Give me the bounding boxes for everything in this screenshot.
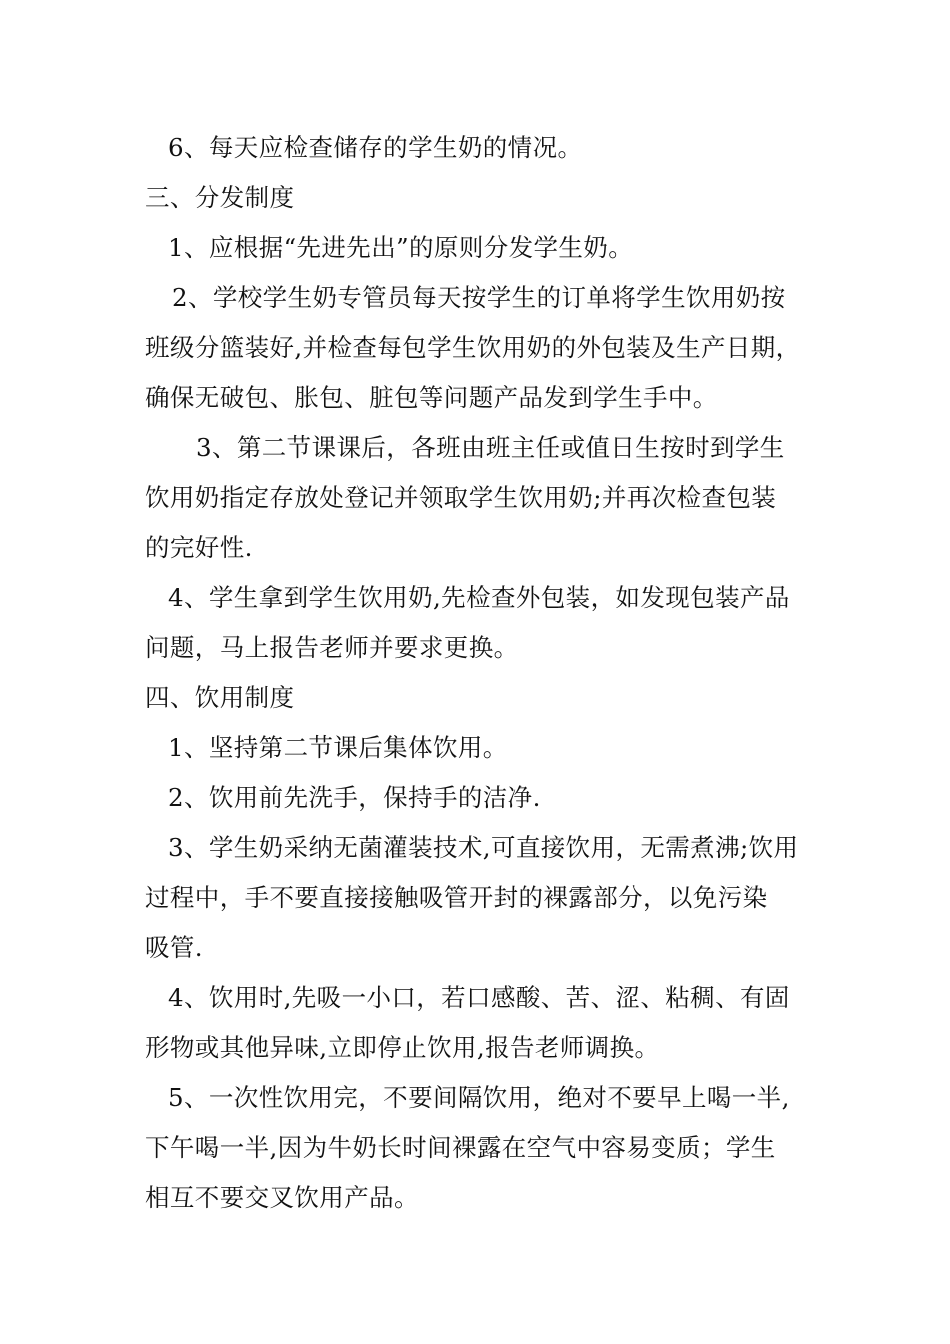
paragraph-line-distribution-4b: 问题，马上报告老师并要求更换。 <box>145 633 519 662</box>
paragraph-line-drinking-2: 2、饮用前先洗手，保持手的洁净. <box>168 783 541 812</box>
paragraph-line-drinking-3c: 吸管. <box>145 933 203 962</box>
paragraph-line-distribution-2a: 2、学校学生奶专管员每天按学生的订单将学生饮用奶按 <box>172 283 786 312</box>
paragraph-line-drinking-3b: 过程中，手不要直接接触吸管开封的裸露部分，以免污染 <box>145 883 768 912</box>
paragraph-line-distribution-4a: 4、学生拿到学生饮用奶,先检查外包装，如发现包装产品 <box>168 583 790 612</box>
paragraph-line-item-6: 6、每天应检查储存的学生奶的情况。 <box>168 133 583 162</box>
paragraph-line-distribution-3c: 的完好性. <box>145 533 253 562</box>
paragraph-line-drinking-4b: 形物或其他异味,立即停止饮用,报告老师调换。 <box>145 1033 660 1062</box>
paragraph-line-drinking-1: 1、坚持第二节课后集体饮用。 <box>168 733 508 762</box>
paragraph-line-distribution-1: 1、应根据“先进先出”的原则分发学生奶。 <box>168 233 634 262</box>
paragraph-line-distribution-2c: 确保无破包、胀包、脏包等问题产品发到学生手中。 <box>145 383 718 412</box>
paragraph-line-drinking-5c: 相互不要交叉饮用产品。 <box>145 1183 419 1212</box>
paragraph-line-drinking-5a: 5、一次性饮用完，不要间隔饮用，绝对不要早上喝一半, <box>168 1083 790 1112</box>
paragraph-line-distribution-2b: 班级分篮装好,并检查每包学生饮用奶的外包装及生产日期， <box>145 333 801 362</box>
paragraph-line-distribution-3a: 3、第二节课课后，各班由班主任或值日生按时到学生 <box>196 433 785 462</box>
paragraph-line-drinking-3a: 3、学生奶采纳无菌灌装技术,可直接饮用，无需煮沸;饮用 <box>168 833 799 862</box>
section-heading-distribution: 三、分发制度 <box>145 183 295 212</box>
paragraph-line-drinking-4a: 4、饮用时,先吸一小口，若口感酸、苦、涩、粘稠、有固 <box>168 983 790 1012</box>
paragraph-line-drinking-5b: 下午喝一半,因为牛奶长时间裸露在空气中容易变质；学生 <box>145 1133 776 1162</box>
section-heading-drinking: 四、饮用制度 <box>145 683 295 712</box>
paragraph-line-distribution-3b: 饮用奶指定存放处登记并领取学生饮用奶;并再次检查包装 <box>145 483 777 512</box>
